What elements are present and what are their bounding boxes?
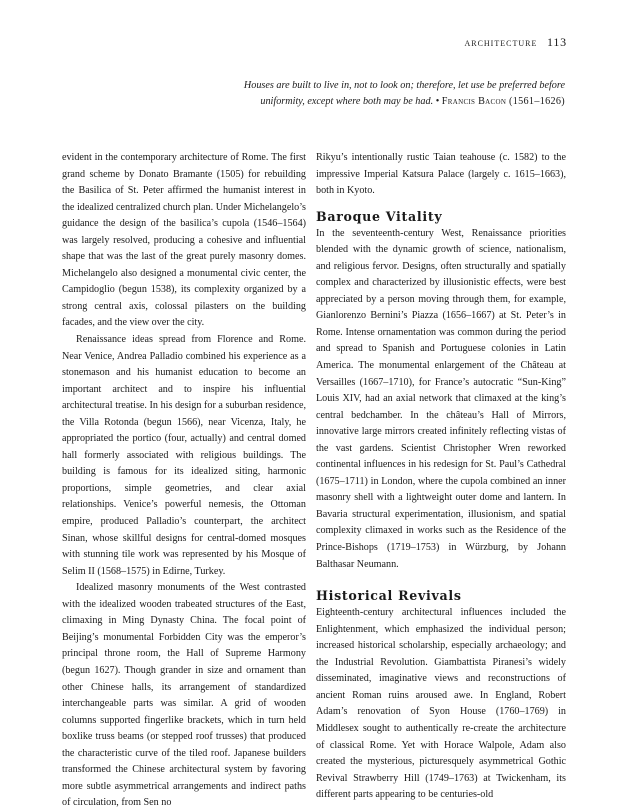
page-number: 113 bbox=[547, 35, 567, 49]
paragraph: evident in the contemporary architecture of Rome. The first grand scheme by Donato Bramante (1505) for rebuilding the Basilica of St. Peter affirmed the humanist interest in the idealized centralized church plan. Under Michelangelo’s guidance the design of the basilica’s cupola (1546–1564) was largely resolved, producing a cohesive and influential shape that was the last of the great purely masonry domes. Michelangelo also designed a monumental civic center, the Campidoglio (begun 1538), its complexity organized by a strong central axis, colossal pilasters on the building facades, and the view over the city. bbox=[62, 152, 306, 329]
epigraph-bullet: • bbox=[435, 96, 440, 107]
epigraph-attribution: Francis Bacon (1561–1626) bbox=[441, 96, 565, 107]
paragraph: In the seventeenth-century West, Renaissance priorities blended with the dynamic growth of science, nationalism, and religious fervor. Designs, often structurally and spatially complex and characterized by illusionistic effects, were best appreciated by a person moving through them, for example, Gianlorenzo Bernini’s Piazza (1656–1667) at St. Peter’s in Rome. Intense ornamentation was common during the period and spread to Spanish and Portuguese colonies in Latin America. The monumental enlargement of the Château at Versailles (1667–1710), for France’s autocratic “Sun-King” Louis XIV, had an axial network that climaxed at the king’s central bedchamber. In the château’s Hall of Mirrors, innovative large mirrors created infinitely reflecting vistas of the vast gardens. Scientist Christopher Wren reworked continental influences in his redesign for St. Paul’s Cathedral (1675–1711) in London, where the cupola combined an inner masonry shell with a lightweight outer dome and lantern. In Bavaria structural experimentation, illusionism, and spatial complexity climaxed in works such as the Residence of the Prince-Bishops (1719–1753) in Würzburg, by Johann Balthasar Neumann. bbox=[316, 227, 566, 570]
epigraph-quote: Houses are built to live in, not to look on; therefore, let use be preferred before uniformity, except where both may be had. bbox=[243, 80, 565, 107]
running-head-section: architecture bbox=[464, 35, 538, 49]
epigraph bbox=[205, 78, 565, 110]
paragraph: Idealized masonry monuments of the West contrasted with the idealized wooden trabeated structures of the East, climaxing in Ming Dynasty China. The focal point of Beijing’s monumental Forbidden City was the emperor’s principal throne room, the Hall of Supreme Harmony (begun 1627). Though grander in size and ornament than other Chinese halls, its arrangement of standardized interchangeable parts was similar. A grid of wooden columns supported fingerlike brackets, which in turn held boxlike truss beams (or stepped roof trusses) that produced the characteristic curve of the tiled roof. Japanese builders transformed the Chinese architectural system by favoring more subtle asymmetrical arrangements and indirect paths of circulation, from Sen no bbox=[62, 582, 306, 809]
running-head bbox=[464, 35, 567, 50]
paragraph: Eighteenth-century architectural influences included the Enlightenment, which emphasized the individual person; increased historical scholarship, especially archaeology; and the Industrial Revolution. Giambattista Piranesi’s widely disseminated, imaginative views and reconstructions of ancient Roman ruins aroused awe. In England, Robert Adam’s renovation of Syon House (1760–1769) in Middlesex sought to authentically re-create the architecture of classical Rome. Yet with Horace Walpole, Adam also created the mysterious, picturesquely asymmetrical Gothic Revival Strawberry Hill (1749–1763) at Twickenham, its different parts appearing to be centuries-old bbox=[316, 607, 566, 801]
section-heading-revivals: Historical Revivals bbox=[316, 588, 462, 604]
left-column bbox=[62, 150, 306, 812]
section-heading-baroque: Baroque Vitality bbox=[316, 208, 443, 224]
paragraph: Rikyu’s intentionally rustic Taian teahouse (c. 1582) to the impressive Imperial Katsura Palace (largely c. 1615–1663), both in Kyoto. bbox=[316, 152, 566, 197]
paragraph: Renaissance ideas spread from Florence and Rome. Near Venice, Andrea Palladio combined his experience as a stonemason and his humanist education to become an important architect and to inspire his influential architectural treatise. In his design for a suburban residence, the Villa Rotonda (begun 1566), near Vicenza, Italy, he appropriated the portico (four, actually) and central domed hall formerly associated with religious buildings. The building is famous for its idealized siting, harmonic proportions, simple geometries, and clear axial relationships. Venice’s powerful nemesis, the Ottoman empire, produced Palladio’s counterpart, the architect Sinan, whose skillful designs for central-domed mosques with stunning tile work was represented by his Mosque of Selim II (1568–1575) in Edirne, Turkey. bbox=[62, 334, 306, 577]
right-column bbox=[316, 150, 566, 804]
